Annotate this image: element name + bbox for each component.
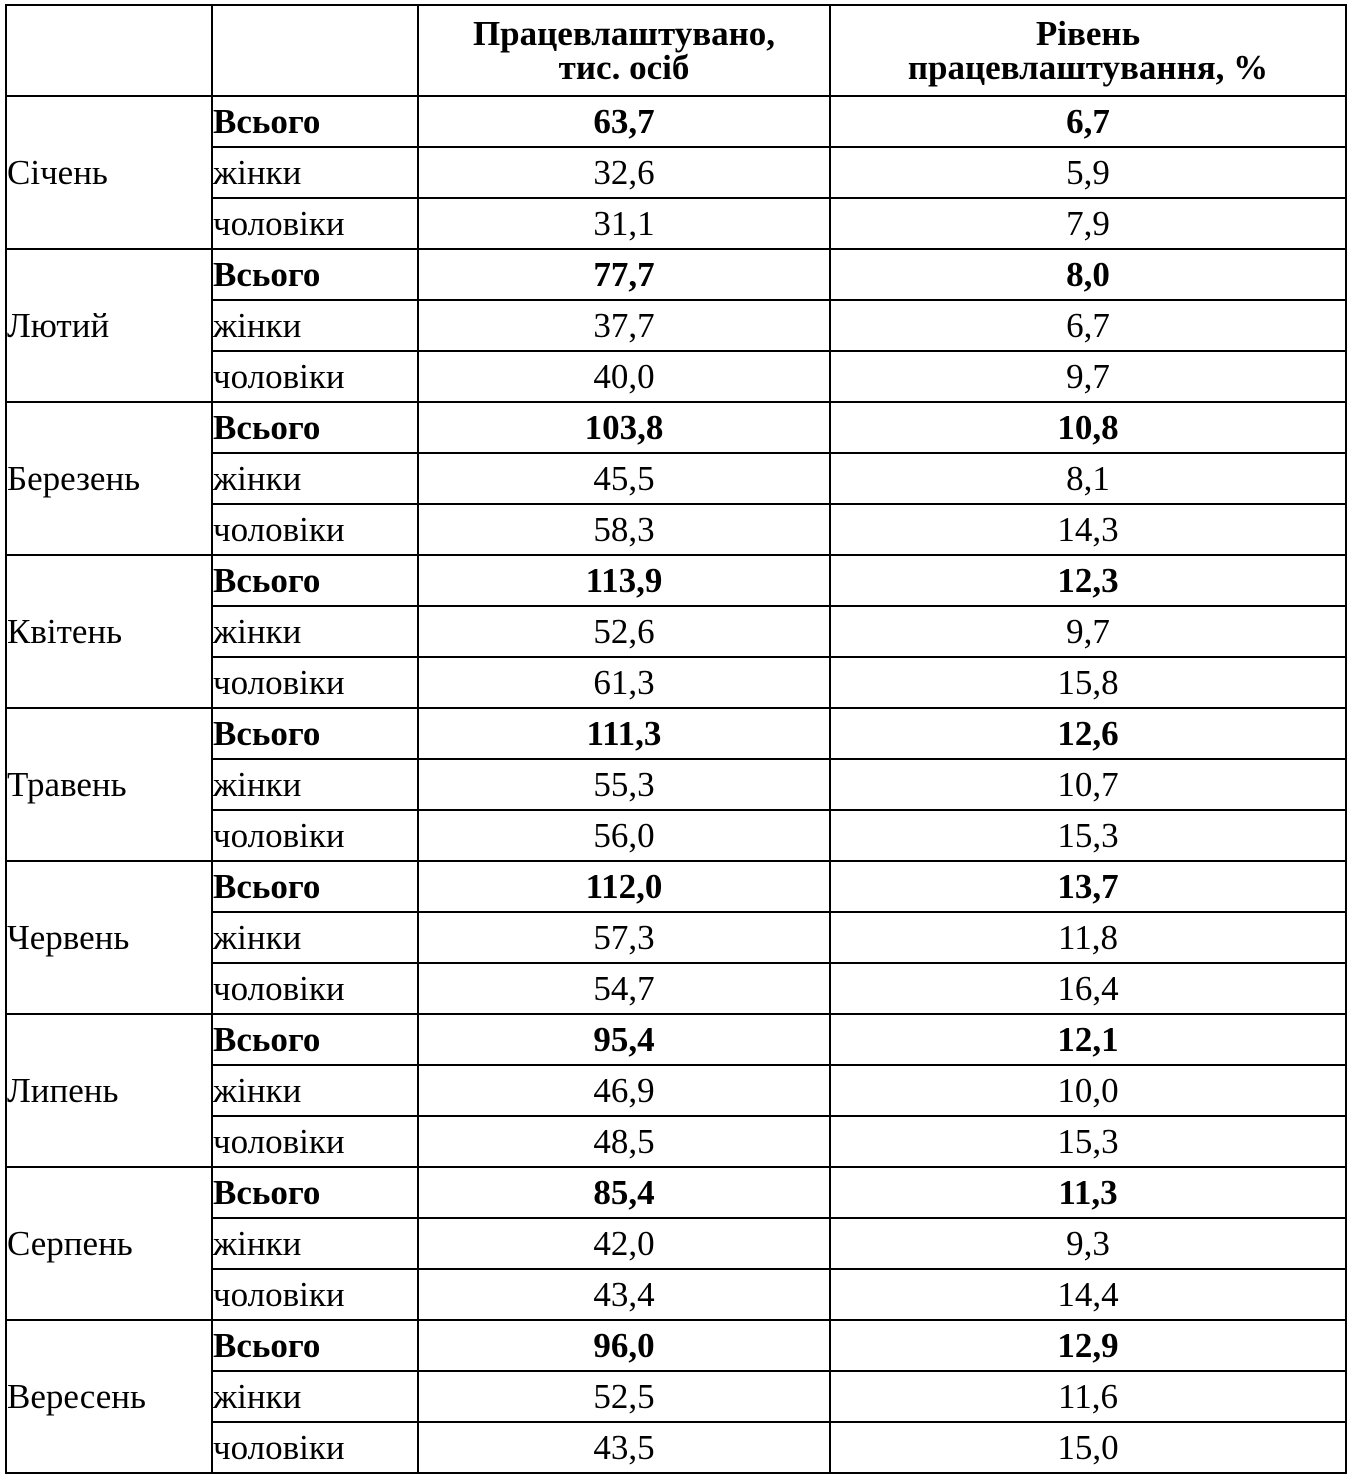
women-employed-cell: 32,6 <box>418 147 830 198</box>
men-label-cell: чоловіки <box>212 1116 418 1167</box>
header-employed-line1: Працевлаштувано, <box>472 13 776 53</box>
total-label-cell: Всього <box>212 555 418 606</box>
total-label-cell: Всього <box>212 249 418 300</box>
women-label-cell: жінки <box>212 1218 418 1269</box>
women-rate-cell: 11,6 <box>830 1371 1346 1422</box>
men-label-cell: чоловіки <box>212 657 418 708</box>
men-rate-cell: 16,4 <box>830 963 1346 1014</box>
men-rate-cell: 14,4 <box>830 1269 1346 1320</box>
table-row-total <box>6 96 1346 147</box>
month-cell: Березень <box>6 402 212 555</box>
total-employed-cell: 96,0 <box>418 1320 830 1371</box>
employment-table <box>5 4 1347 1474</box>
header-employed <box>418 5 830 96</box>
header-rate-line2: працевлаштування, % <box>907 47 1269 87</box>
total-label-cell: Всього <box>212 402 418 453</box>
men-employed-cell: 31,1 <box>418 198 830 249</box>
women-employed-cell: 52,6 <box>418 606 830 657</box>
total-label-cell: Всього <box>212 1014 418 1065</box>
total-employed-cell: 63,7 <box>418 96 830 147</box>
month-cell: Вересень <box>6 1320 212 1473</box>
women-employed-cell: 37,7 <box>418 300 830 351</box>
women-label-cell: жінки <box>212 300 418 351</box>
table-header-row <box>6 5 1346 96</box>
men-employed-cell: 43,4 <box>418 1269 830 1320</box>
header-month <box>6 5 212 96</box>
men-employed-cell: 48,5 <box>418 1116 830 1167</box>
women-employed-cell: 45,5 <box>418 453 830 504</box>
men-employed-cell: 61,3 <box>418 657 830 708</box>
month-cell: Травень <box>6 708 212 861</box>
men-rate-cell: 7,9 <box>830 198 1346 249</box>
women-employed-cell: 46,9 <box>418 1065 830 1116</box>
table-row-total <box>6 1014 1346 1065</box>
total-employed-cell: 77,7 <box>418 249 830 300</box>
total-rate-cell: 12,9 <box>830 1320 1346 1371</box>
header-group <box>212 5 418 96</box>
table-row-total <box>6 708 1346 759</box>
total-rate-cell: 8,0 <box>830 249 1346 300</box>
men-employed-cell: 58,3 <box>418 504 830 555</box>
total-employed-cell: 111,3 <box>418 708 830 759</box>
total-label-cell: Всього <box>212 861 418 912</box>
women-rate-cell: 9,3 <box>830 1218 1346 1269</box>
men-rate-cell: 15,0 <box>830 1422 1346 1473</box>
table-row-total <box>6 861 1346 912</box>
men-label-cell: чоловіки <box>212 963 418 1014</box>
table-row-total <box>6 249 1346 300</box>
month-cell: Квітень <box>6 555 212 708</box>
total-employed-cell: 95,4 <box>418 1014 830 1065</box>
women-rate-cell: 6,7 <box>830 300 1346 351</box>
month-cell: Лютий <box>6 249 212 402</box>
men-rate-cell: 15,8 <box>830 657 1346 708</box>
total-rate-cell: 11,3 <box>830 1167 1346 1218</box>
month-cell: Липень <box>6 1014 212 1167</box>
men-label-cell: чоловіки <box>212 504 418 555</box>
header-rate-line1: Рівень <box>1035 13 1141 53</box>
women-label-cell: жінки <box>212 147 418 198</box>
women-rate-cell: 8,1 <box>830 453 1346 504</box>
total-rate-cell: 12,6 <box>830 708 1346 759</box>
total-rate-cell: 10,8 <box>830 402 1346 453</box>
women-rate-cell: 5,9 <box>830 147 1346 198</box>
men-label-cell: чоловіки <box>212 351 418 402</box>
total-rate-cell: 13,7 <box>830 861 1346 912</box>
total-employed-cell: 85,4 <box>418 1167 830 1218</box>
men-employed-cell: 40,0 <box>418 351 830 402</box>
men-employed-cell: 56,0 <box>418 810 830 861</box>
men-employed-cell: 54,7 <box>418 963 830 1014</box>
header-rate <box>830 5 1346 96</box>
total-employed-cell: 113,9 <box>418 555 830 606</box>
women-rate-cell: 10,7 <box>830 759 1346 810</box>
men-rate-cell: 9,7 <box>830 351 1346 402</box>
total-rate-cell: 12,1 <box>830 1014 1346 1065</box>
women-employed-cell: 55,3 <box>418 759 830 810</box>
women-label-cell: жінки <box>212 606 418 657</box>
table-row-total <box>6 555 1346 606</box>
table-row-total <box>6 1320 1346 1371</box>
total-label-cell: Всього <box>212 96 418 147</box>
women-employed-cell: 57,3 <box>418 912 830 963</box>
total-employed-cell: 103,8 <box>418 402 830 453</box>
total-label-cell: Всього <box>212 708 418 759</box>
women-rate-cell: 11,8 <box>830 912 1346 963</box>
women-label-cell: жінки <box>212 1065 418 1116</box>
month-cell: Серпень <box>6 1167 212 1320</box>
men-employed-cell: 43,5 <box>418 1422 830 1473</box>
month-cell: Червень <box>6 861 212 1014</box>
total-label-cell: Всього <box>212 1320 418 1371</box>
women-rate-cell: 9,7 <box>830 606 1346 657</box>
table-row-total <box>6 402 1346 453</box>
women-employed-cell: 52,5 <box>418 1371 830 1422</box>
men-rate-cell: 15,3 <box>830 1116 1346 1167</box>
men-label-cell: чоловіки <box>212 810 418 861</box>
header-employed-line2: тис. осіб <box>558 47 690 87</box>
month-cell: Січень <box>6 96 212 249</box>
men-label-cell: чоловіки <box>212 198 418 249</box>
women-label-cell: жінки <box>212 453 418 504</box>
women-label-cell: жінки <box>212 912 418 963</box>
men-rate-cell: 15,3 <box>830 810 1346 861</box>
men-rate-cell: 14,3 <box>830 504 1346 555</box>
total-rate-cell: 12,3 <box>830 555 1346 606</box>
women-employed-cell: 42,0 <box>418 1218 830 1269</box>
total-rate-cell: 6,7 <box>830 96 1346 147</box>
total-employed-cell: 112,0 <box>418 861 830 912</box>
men-label-cell: чоловіки <box>212 1422 418 1473</box>
table-body <box>6 96 1346 1473</box>
women-label-cell: жінки <box>212 1371 418 1422</box>
table-row-total <box>6 1167 1346 1218</box>
women-label-cell: жінки <box>212 759 418 810</box>
men-label-cell: чоловіки <box>212 1269 418 1320</box>
total-label-cell: Всього <box>212 1167 418 1218</box>
women-rate-cell: 10,0 <box>830 1065 1346 1116</box>
